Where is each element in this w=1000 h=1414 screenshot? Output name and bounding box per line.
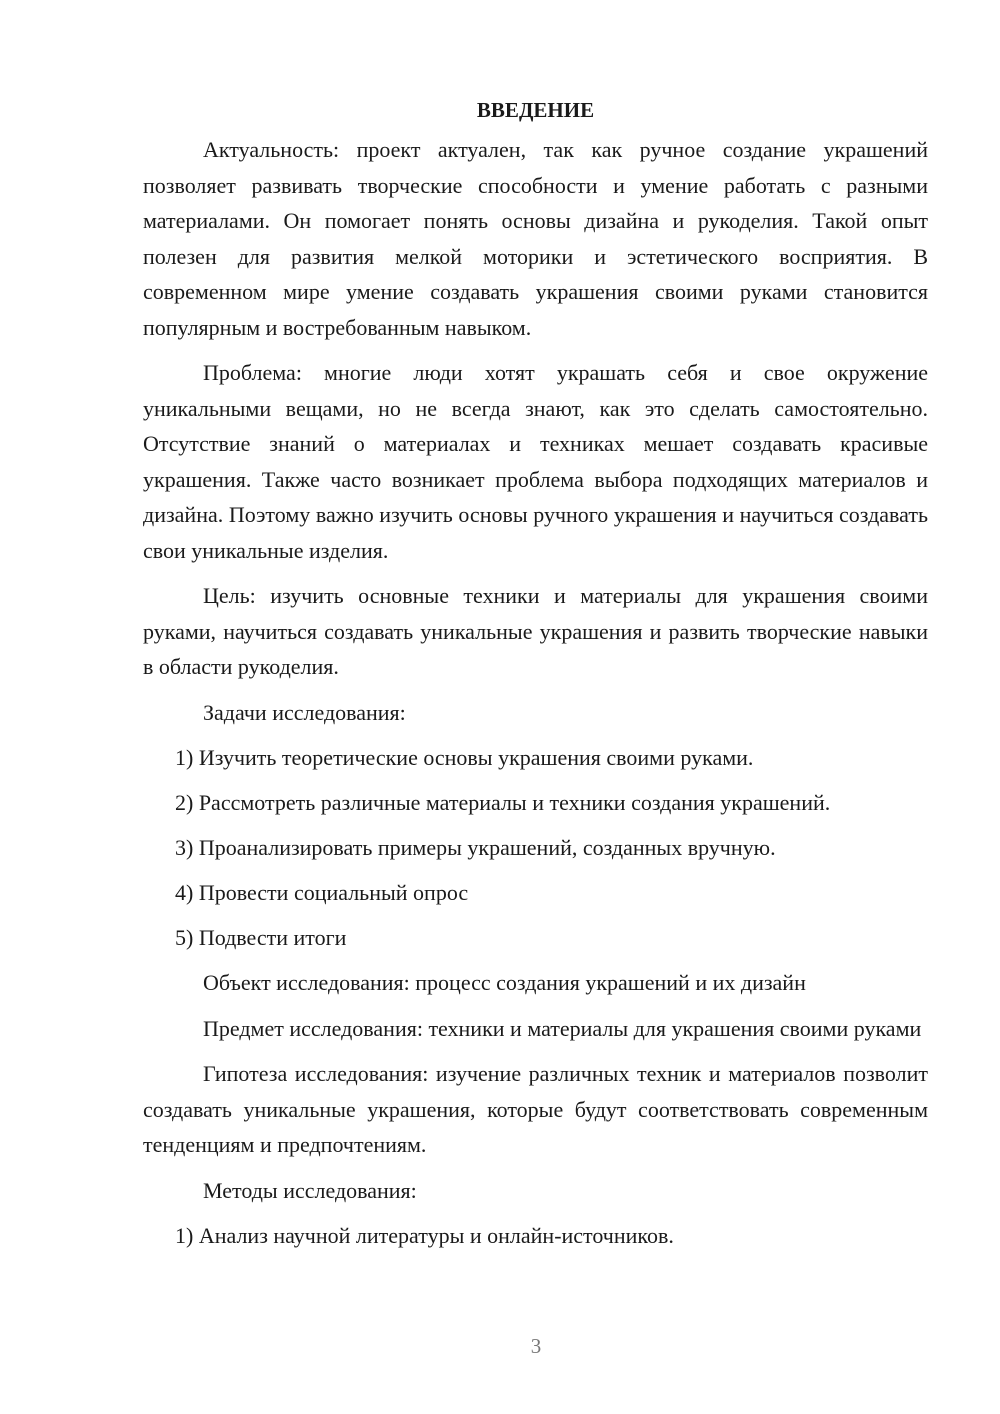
tasks-list bbox=[143, 740, 928, 956]
hypothesis-paragraph: Гипотеза исследования: изучение различных техник и материалов позволит создавать уникальные украшения, которые будут соответствовать современным тенденциям и предпочтениям. bbox=[143, 1061, 928, 1157]
task-item: 1) Изучить теоретические основы украшения своими руками. bbox=[175, 745, 754, 770]
task-item: 4) Провести социальный опрос bbox=[175, 880, 469, 905]
object-paragraph: Объект исследования: процесс создания украшений и их дизайн bbox=[203, 970, 806, 995]
problem-paragraph: Проблема: многие люди хотят украшать себя и свое окружение уникальными вещами, но не всегда знают, как это сделать самостоятельно. Отсутствие знаний о материалах и техниках мешает создавать красивые украшения. Также часто возникает проблема выбора подходящих материалов и дизайна. Поэтому важно изучить основы ручного украшения и научиться создавать свои уникальные изделия. bbox=[143, 360, 928, 563]
task-item: 3) Проанализировать примеры украшений, созданных вручную. bbox=[175, 835, 776, 860]
methods-list bbox=[143, 1218, 928, 1254]
task-item: 2) Рассмотреть различные материалы и техники создания украшений. bbox=[175, 790, 831, 815]
task-item: 5) Подвести итоги bbox=[175, 925, 347, 950]
methods-heading: Методы исследования: bbox=[203, 1177, 417, 1203]
method-item: 1) Анализ научной литературы и онлайн-источников. bbox=[175, 1223, 674, 1248]
goal-paragraph: Цель: изучить основные техники и материалы для украшения своими руками, научиться создавать уникальные украшения и развить творческие навыки в области рукоделия. bbox=[143, 583, 928, 679]
page-title: ВВЕДЕНИЕ bbox=[476, 98, 595, 122]
relevance-paragraph: Актуальность: проект актуален, так как ручное создание украшений позволяет развивать творческие способности и умение работать с разными материалами. Он помогает понять основы дизайна и рукоделия. Такой опыт полезен для развития мелкой моторики и эстетического восприятия. В современном мире умение создавать украшения своими руками становится популярным и востребованным навыком. bbox=[143, 137, 928, 340]
tasks-heading: Задачи исследования: bbox=[203, 699, 406, 725]
page-number: 3 bbox=[530, 1334, 542, 1358]
document-page bbox=[143, 92, 928, 1263]
subject-paragraph: Предмет исследования: техники и материалы для украшения своими руками bbox=[203, 1015, 922, 1041]
